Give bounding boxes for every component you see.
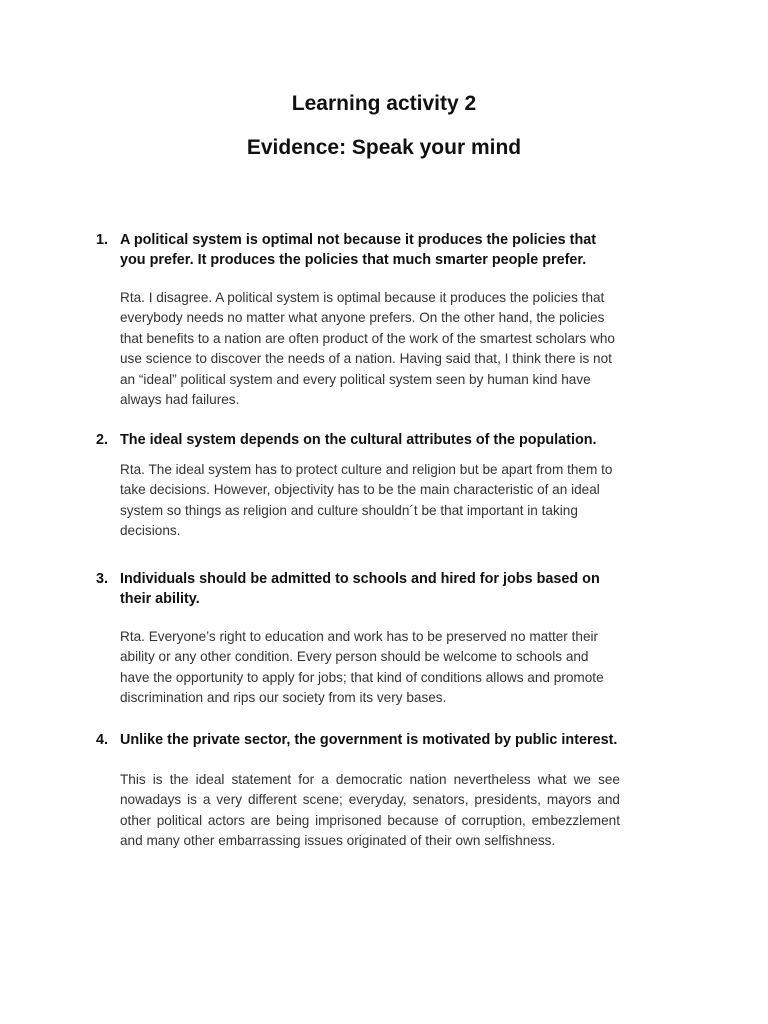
question-prompt: The ideal system depends on the cultural attributes of the population. xyxy=(120,432,597,448)
question-item-1 xyxy=(96,230,620,410)
question-prompt-row xyxy=(96,430,620,450)
document-subtitle: Evidence: Speak your mind xyxy=(246,136,522,159)
question-number: 2. xyxy=(96,432,109,448)
document-title: Learning activity 2 xyxy=(291,92,477,115)
question-answer: This is the ideal statement for a democratic nation nevertheless what we see nowadays is a very different scene; everyday, senators, presidents, mayors and other political actors are being imprisoned because of corruption, embezzlement and many other embarrassing issues originated of their own selfishness. xyxy=(120,772,620,849)
question-item-2 xyxy=(96,430,620,542)
question-number: 1. xyxy=(96,232,109,248)
question-prompt: Individuals should be admitted to schools and hired for jobs based on their ability. xyxy=(120,571,600,607)
question-answer: Rta. I disagree. A political system is optimal because it produces the policies that everybody needs no matter what anyone prefers. On the other hand, the policies that benefits to a nation are often product of the work of the smartest scholars who use science to discover the needs of a nation. Having said that, I think there is not an “ideal” political system and every political system seen by human kind have always had failures. xyxy=(120,290,615,408)
question-answer: Rta. Everyone’s right to education and work has to be preserved no matter their ability or any other condition. Every person should be welcome to schools and have the opportunity to apply for jobs; that kind of conditions allows and promote discrimination and rips our society from its very bases. xyxy=(120,629,604,706)
question-prompt-row xyxy=(96,230,620,270)
question-item-3 xyxy=(96,569,620,709)
question-prompt-row xyxy=(96,730,620,750)
question-answer: Rta. The ideal system has to protect culture and religion but be apart from them to take decisions. However, objectivity has to be the main characteristic of an ideal system so things as religion and culture shouldn´t be that important in taking decisions. xyxy=(120,462,613,539)
question-prompt-row xyxy=(96,569,620,609)
question-number: 3. xyxy=(96,571,109,587)
question-item-4 xyxy=(96,730,620,852)
question-prompt: Unlike the private sector, the government is motivated by public interest. xyxy=(120,732,618,748)
question-prompt: A political system is optimal not because it produces the policies that you prefer. It produces the policies that much smarter people prefer. xyxy=(120,232,597,268)
question-number: 4. xyxy=(96,732,109,748)
